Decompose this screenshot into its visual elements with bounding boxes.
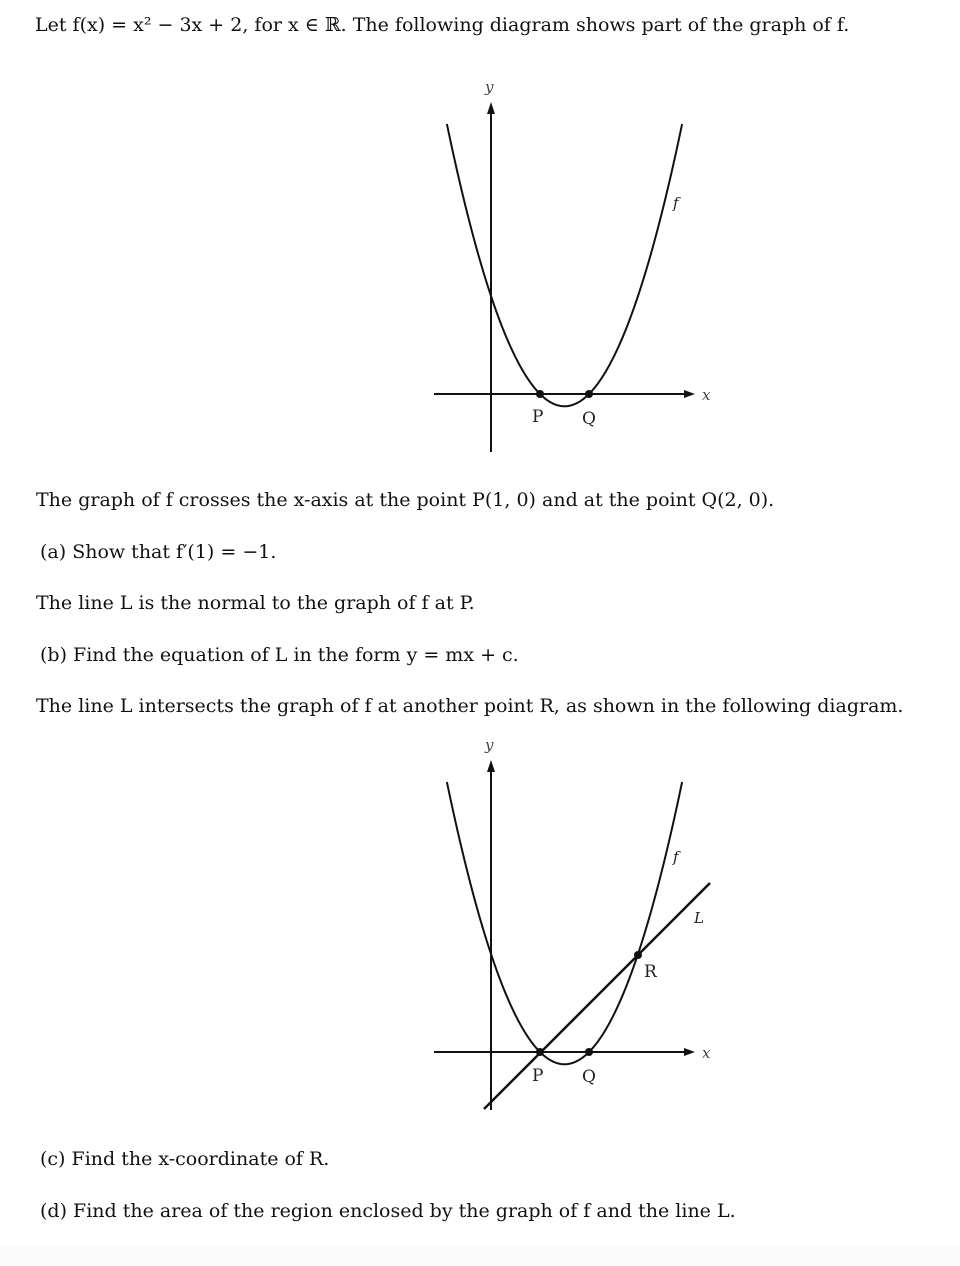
point-r-label: R [644,962,657,982]
point-p-label: P [532,407,544,427]
page-bottom-edge [0,1246,960,1266]
x-axis-arrow-icon [684,390,695,398]
y-axis-label: y [485,78,494,96]
point-p [536,390,544,398]
part-b: (b) Find the equation of L in the form y = mx + c. [40,644,519,666]
part-a: (a) Show that f′(1) = −1. [40,541,277,563]
line-l-label: L [694,909,704,927]
question-intro: Let f(x) = x² − 3x + 2, for x ∈ ℝ. The following diagram shows part of the graph of f. [35,14,850,36]
x-axis-label: x [702,386,711,404]
point-p [536,1048,544,1056]
intersects-text: The line L intersects the graph of f at another point R, as shown in the following diagram. [36,695,904,717]
graph-f [447,782,682,1064]
x-axis-arrow-icon [684,1048,695,1056]
normal-line-text: The line L is the normal to the graph of f at P. [36,592,475,614]
curve-f-label: f [673,848,679,866]
part-c: (c) Find the x-coordinate of R. [40,1148,330,1170]
curve-f-label: f [673,194,679,212]
point-q-label: Q [582,409,596,429]
point-r [634,951,642,959]
y-axis-arrow-icon [487,102,495,114]
point-q-label: Q [582,1067,596,1087]
point-p-label: P [532,1066,544,1086]
part-d: (d) Find the area of the region enclosed by the graph of f and the line L. [40,1200,736,1222]
graph-f [447,124,682,406]
y-axis-label: y [485,736,494,754]
x-axis-label: x [702,1044,711,1062]
point-q [585,1048,593,1056]
crosses-text: The graph of f crosses the x-axis at the point P(1, 0) and at the point Q(2, 0). [36,489,775,511]
diagram-1 [0,0,960,470]
y-axis-arrow-icon [487,760,495,772]
point-q [585,390,593,398]
diagram-2 [0,720,960,1140]
line-l [484,883,710,1109]
